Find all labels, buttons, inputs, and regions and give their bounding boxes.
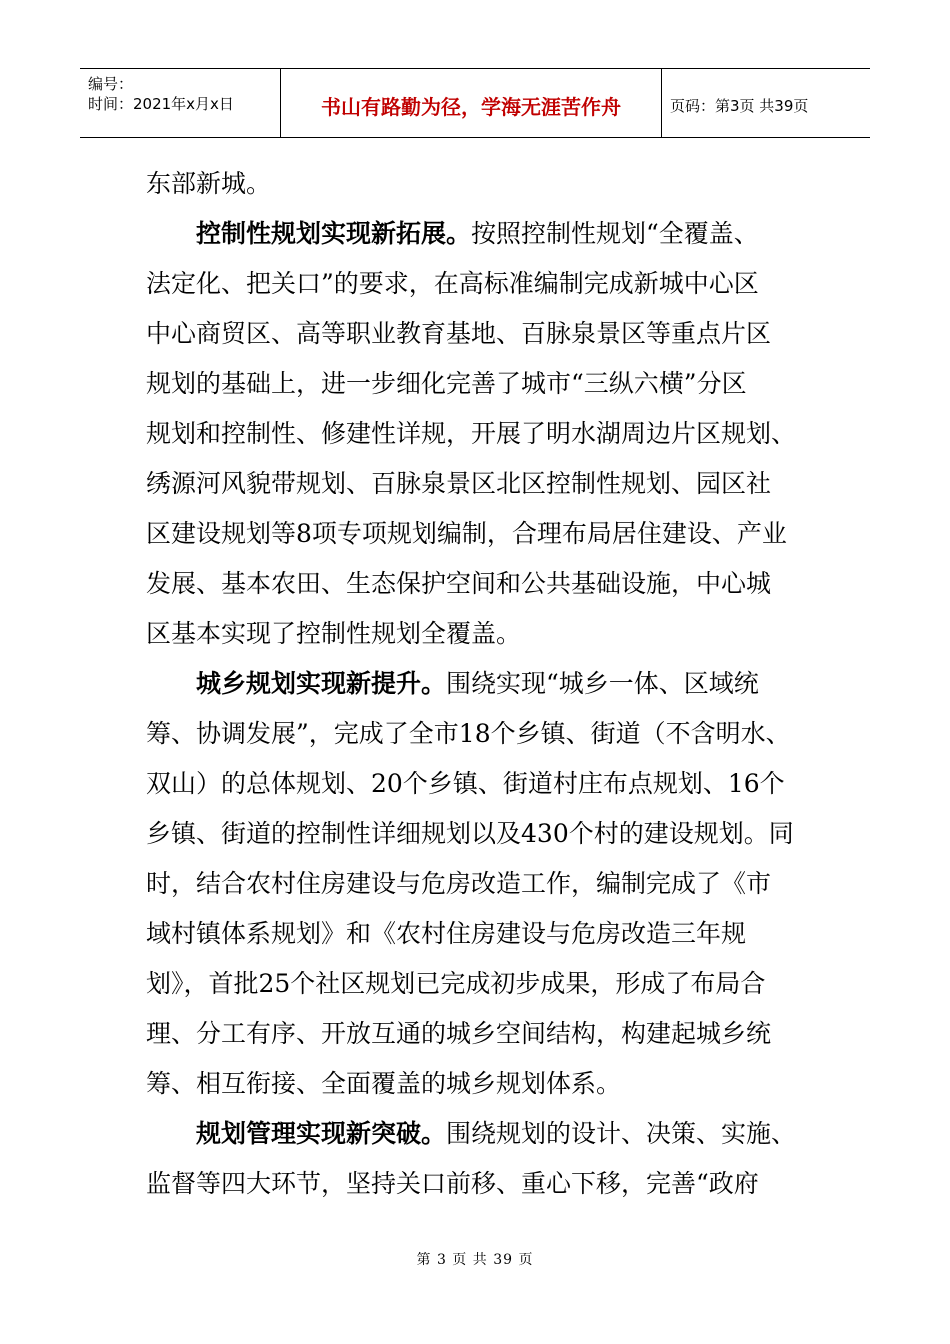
time-label: 时间：2021年x月x日 — [88, 95, 234, 113]
paragraph-text: 围绕规划的设计、决策、实施、 — [446, 1119, 797, 1148]
paragraph-line: 中心商贸区、高等职业教育基地、百脉泉景区等重点片区 — [146, 319, 772, 348]
section-heading: 控制性规划实现新拓展。 — [196, 219, 472, 248]
paragraph-text: 按照控制性规划“全覆盖、 — [471, 219, 759, 248]
header-left-cell — [80, 69, 280, 137]
paragraph-line — [196, 668, 759, 700]
paragraph-line: 域村镇体系规划》和《农村住房建设与危房改造三年规 — [146, 919, 747, 948]
paragraph-line: 规划的基础上，进一步细化完善了城市“三纵六横”分区 — [146, 369, 747, 398]
paragraph-line — [196, 1118, 796, 1150]
paragraph-line: 绣源河风貌带规划、百脉泉景区北区控制性规划、园区社 — [146, 469, 772, 498]
paragraph-line: 规划和控制性、修建性详规，开展了明水湖周边片区规划、 — [146, 419, 797, 448]
paragraph-line: 筹、协调发展”，完成了全市18个乡镇、街道（不含明水、 — [146, 719, 791, 748]
page-info: 页码：第3页 共39页 — [670, 97, 809, 115]
paragraph-text: 围绕实现“城乡一体、区域统 — [446, 669, 759, 698]
page-footer: 第 3 页 共 39 页 — [416, 1252, 534, 1268]
paragraph-line: 区基本实现了控制性规划全覆盖。 — [146, 619, 522, 648]
paragraph-line: 筹、相互衔接、全面覆盖的城乡规划体系。 — [146, 1069, 622, 1098]
body-line: 东部新城。 — [146, 169, 272, 198]
number-label: 编号： — [88, 75, 134, 93]
paragraph-line: 理、分工有序、开放互通的城乡空间结构，构建起城乡统 — [146, 1019, 772, 1048]
paragraph-line: 双山）的总体规划、20个乡镇、街道村庄布点规划、16个 — [146, 769, 785, 798]
motto-text: 书山有路勤为径，学海无涯苦作舟 — [321, 95, 621, 119]
section-heading: 规划管理实现新突破。 — [196, 1119, 447, 1148]
paragraph-line: 乡镇、街道的控制性详细规划以及430个村的建设规划。同 — [146, 819, 794, 848]
paragraph-line — [196, 218, 759, 250]
paragraph-line: 时，结合农村住房建设与危房改造工作，编制完成了《市 — [146, 869, 772, 898]
section-heading: 城乡规划实现新提升。 — [196, 669, 447, 698]
paragraph-line: 划》，首批25个社区规划已完成初步成果，形成了布局合 — [146, 969, 766, 998]
document-header — [80, 68, 870, 138]
header-middle-cell — [280, 69, 662, 137]
paragraph-line: 发展、基本农田、生态保护空间和公共基础设施，中心城 — [146, 569, 772, 598]
paragraph-line: 监督等四大环节，坚持关口前移、重心下移，完善“政府 — [146, 1169, 759, 1198]
paragraph-line: 法定化、把关口”的要求，在高标准编制完成新城中心区 — [146, 269, 759, 298]
header-right-cell — [662, 69, 870, 137]
paragraph-line: 区建设规划等8项专项规划编制，合理布局居住建设、产业 — [146, 519, 787, 548]
